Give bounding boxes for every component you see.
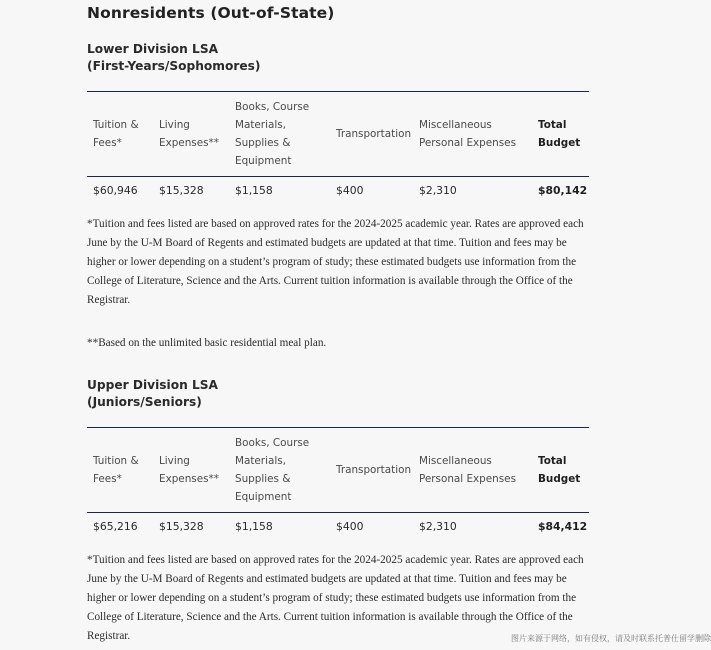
header-misc: Miscellaneous Personal Expenses	[419, 455, 516, 485]
header-tuition: Tuition & Fees*	[93, 455, 139, 485]
lower-division-table	[87, 91, 589, 205]
upper-division-table	[87, 427, 589, 541]
header-tuition: Tuition & Fees*	[93, 119, 139, 149]
header-total: Total Budget	[538, 119, 581, 149]
header-books: Books, Course Materials, Supplies & Equipment	[235, 437, 310, 503]
header-transportation: Transportation	[336, 464, 412, 476]
cell-total: $84,412	[538, 520, 588, 533]
header-living: Living Expenses**	[159, 455, 219, 485]
header-total: Total Budget	[538, 455, 581, 485]
cell-books: $1,158	[235, 184, 273, 197]
table-row	[87, 177, 589, 205]
header-transportation: Transportation	[336, 128, 412, 140]
tuition-footnote: *Tuition and fees listed are based on approved rates for the 2024-2025 academic year. Rates are approved each June by the U-M Board of Regents and estimated budgets are updated at that time. Tuition and fees may be higher or lower depending on a student’s program of study; these estimated budgets use information from the College of Literature, Science and the Arts. Current tuition information is available through the Office of the Registrar.	[87, 218, 584, 306]
section-title: Nonresidents (Out-of-State)	[87, 4, 335, 22]
cell-living: $15,328	[159, 520, 204, 533]
upper-division-years: (Juniors/Seniors)	[87, 395, 202, 409]
cell-transportation: $400	[336, 520, 364, 533]
cell-misc: $2,310	[419, 184, 457, 197]
cell-living: $15,328	[159, 184, 204, 197]
table-header-row	[87, 428, 589, 512]
header-living: Living Expenses**	[159, 119, 219, 149]
cell-total: $80,142	[538, 184, 588, 197]
cell-tuition: $60,946	[93, 184, 138, 197]
lower-division-name: Lower Division LSA	[87, 42, 219, 56]
watermark: 图片来源于网络，如有侵权，请及时联系托普仕留学删除	[511, 634, 711, 643]
header-misc: Miscellaneous Personal Expenses	[419, 119, 516, 149]
cell-books: $1,158	[235, 520, 273, 533]
cell-tuition: $65,216	[93, 520, 138, 533]
lower-division-years: (First-Years/Sophomores)	[87, 59, 261, 73]
cell-transportation: $400	[336, 184, 364, 197]
table-row	[87, 513, 589, 541]
header-books: Books, Course Materials, Supplies & Equipment	[235, 101, 310, 167]
lower-division-title	[87, 41, 260, 75]
tuition-footnote: *Tuition and fees listed are based on approved rates for the 2024-2025 academic year. Rates are approved each June by the U-M Board of Regents and estimated budgets are updated at that time. Tuition and fees may be higher or lower depending on a student’s program of study; these estimated budgets use information from the College of Literature, Science and the Arts. Current tuition information is available through the Office of the Registrar.	[87, 554, 584, 642]
meal-plan-footnote: **Based on the unlimited basic residential meal plan.	[87, 337, 327, 349]
table-header-row	[87, 92, 589, 176]
upper-division-title	[87, 377, 218, 411]
upper-division-name: Upper Division LSA	[87, 378, 218, 392]
cell-misc: $2,310	[419, 520, 457, 533]
